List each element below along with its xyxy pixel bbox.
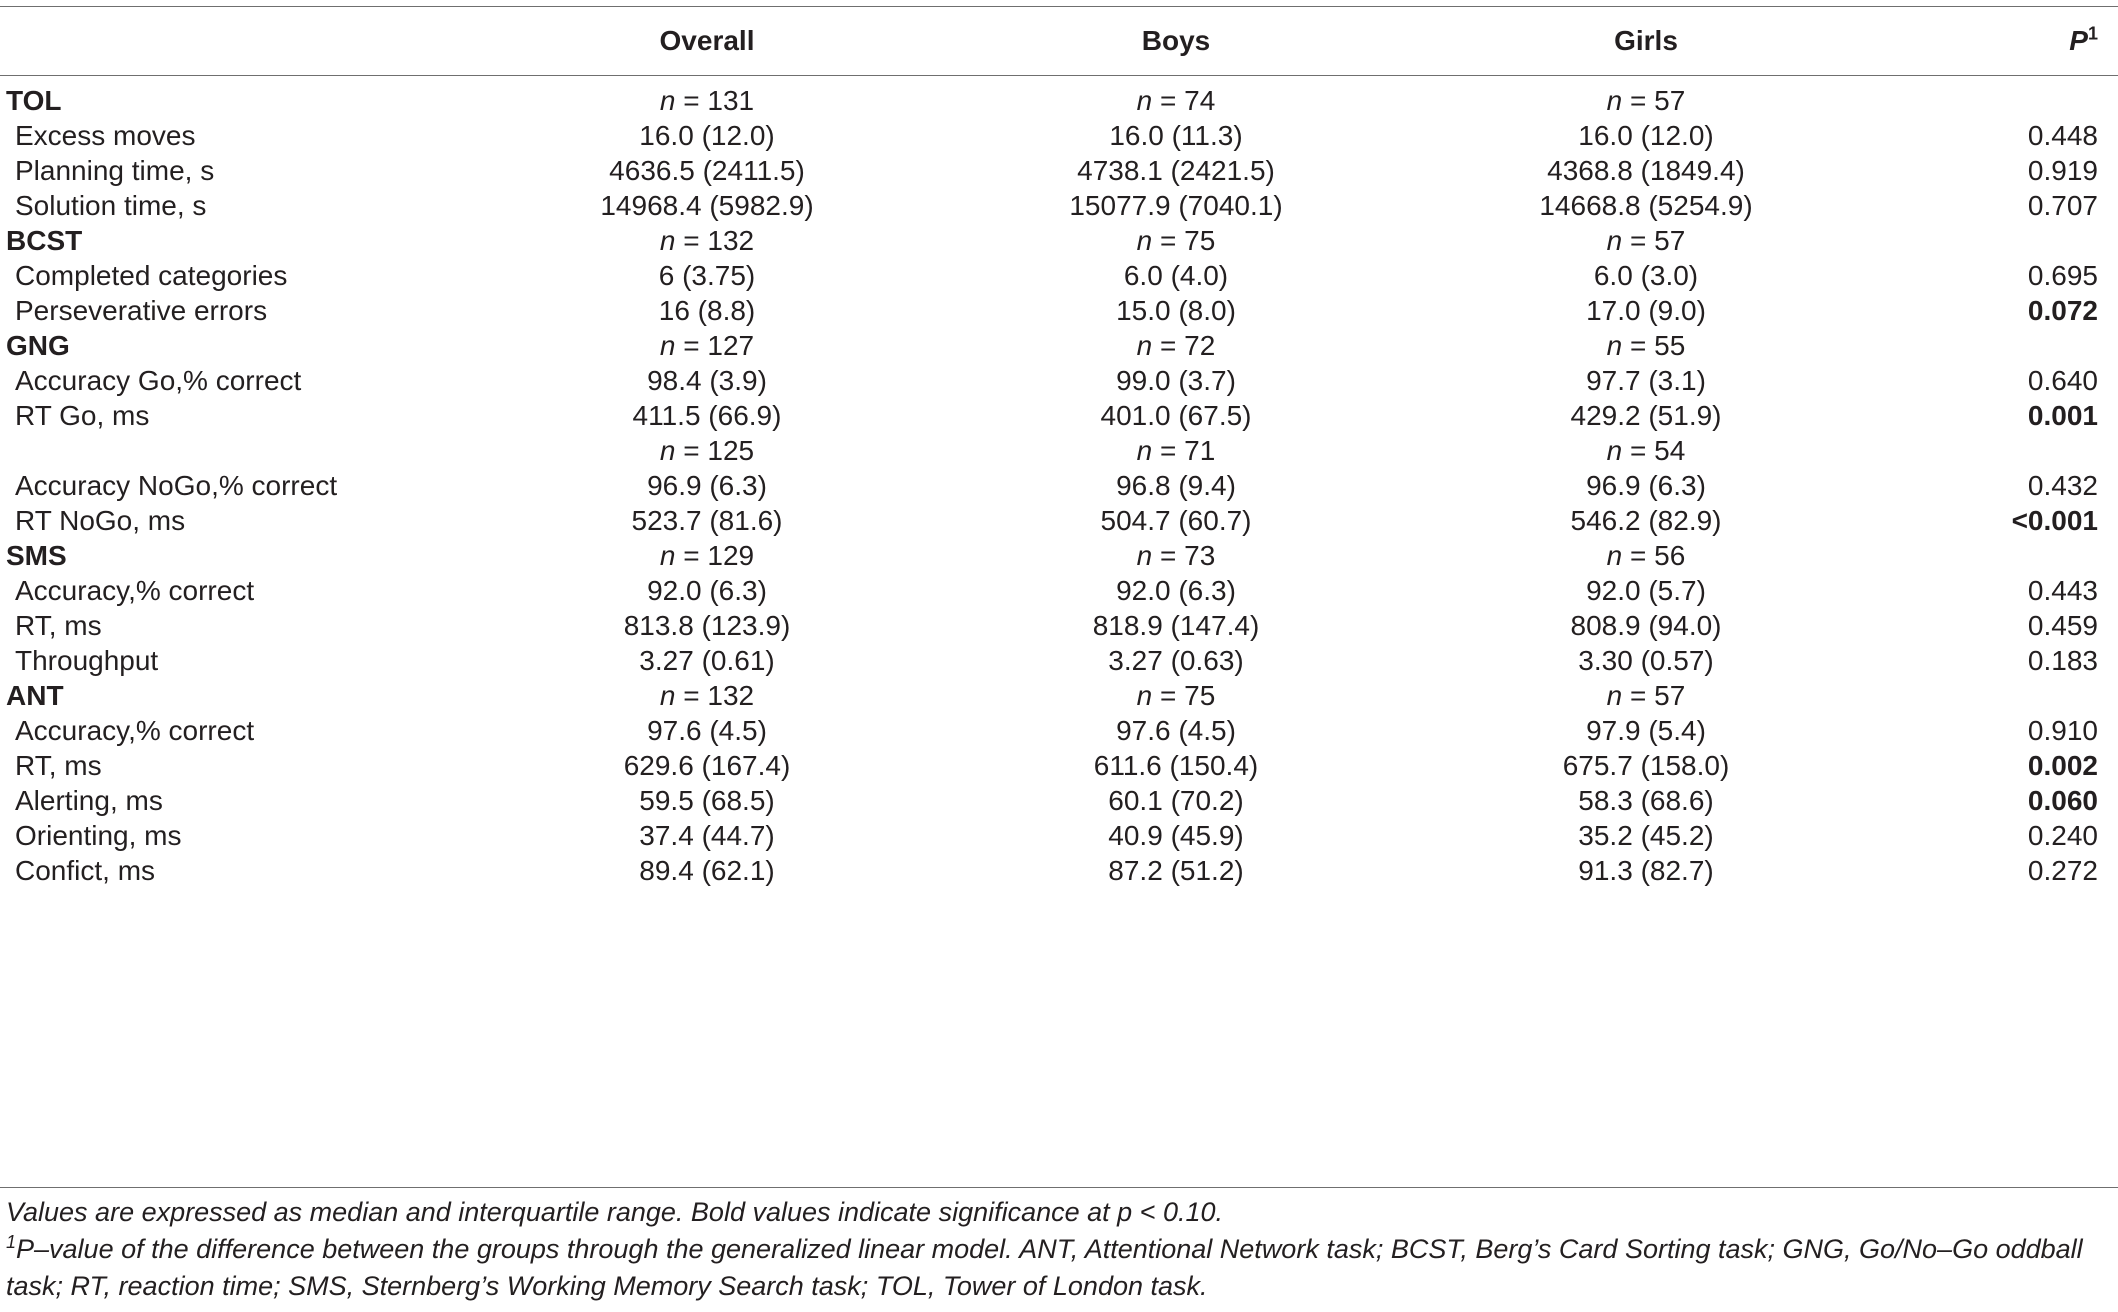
sample-size-value: 75 <box>1184 680 1216 711</box>
table-header-rule <box>0 75 2118 76</box>
sample-size-boys: n = 75 <box>1136 680 1216 711</box>
cell-p-value: 0.640 <box>2027 365 2098 396</box>
sample-size-overall: n = 127 <box>659 330 755 361</box>
cell-overall: 14968.4 (5982.9) <box>600 190 814 221</box>
footnote-p-value: $^1$P–value of the difference between the groups through the generalized linear model. ANT, Attentional Network task; BCST, Berg’s Card Sorting task; GNG, Go/No–Go oddball task; RT, reaction time; SMS, Sternberg’s Working Memory Search task; TOL, Tower of London task. <box>6 1232 2083 1301</box>
cell-p-value: 0.448 <box>2027 120 2098 151</box>
row-label: Planning time, s <box>15 155 215 186</box>
cell-overall: 16 (8.8) <box>658 295 756 326</box>
row-label: RT, ms <box>15 750 102 781</box>
sample-size-value: 55 <box>1654 330 1686 361</box>
cell-overall: 523.7 (81.6) <box>631 505 783 536</box>
cell-p-value: 0.240 <box>2027 820 2098 851</box>
cell-overall: 4636.5 (2411.5) <box>609 155 805 186</box>
cell-overall: 6 (3.75) <box>658 260 756 291</box>
n-symbol: n <box>1606 225 1623 256</box>
cell-girls: 96.9 (6.3) <box>1586 470 1706 501</box>
sample-size-value: 132 <box>707 680 755 711</box>
sample-size-boys: n = 72 <box>1136 330 1216 361</box>
header-boys: Boys <box>1141 25 1211 56</box>
cell-girls: 6.0 (3.0) <box>1593 260 1699 291</box>
cell-p-value: 0.919 <box>2027 155 2098 186</box>
row-label: Alerting, ms <box>15 785 163 816</box>
table-top-rule <box>0 6 2118 7</box>
sample-size-value: 56 <box>1654 540 1686 571</box>
cell-p-value: 0.002 <box>2027 750 2098 781</box>
sample-size-value: 127 <box>707 330 755 361</box>
cell-overall: 3.27 (0.61) <box>639 645 775 676</box>
cell-p-value: 0.459 <box>2027 610 2098 641</box>
row-label: SMS <box>6 540 67 571</box>
n-symbol: n <box>1136 330 1153 361</box>
sample-size-boys: n = 73 <box>1136 540 1216 571</box>
cell-girls: 97.9 (5.4) <box>1586 715 1706 746</box>
cell-p-value: 0.272 <box>2027 855 2098 886</box>
cell-boys: 15077.9 (7040.1) <box>1069 190 1283 221</box>
row-label: Solution time, s <box>15 190 207 221</box>
row-label: Excess moves <box>15 120 196 151</box>
cell-boys: 92.0 (6.3) <box>1116 575 1236 606</box>
cell-boys: 4738.1 (2421.5) <box>1077 155 1275 186</box>
row-label: RT NoGo, ms <box>15 505 186 536</box>
cell-boys: 504.7 (60.7) <box>1100 505 1252 536</box>
row-label: Throughput <box>15 645 159 676</box>
cell-girls: 58.3 (68.6) <box>1578 785 1714 816</box>
cell-boys: 401.0 (67.5) <box>1100 400 1252 431</box>
cell-boys: 40.9 (45.9) <box>1108 820 1244 851</box>
sample-size-girls: n = 54 <box>1606 435 1686 466</box>
n-symbol: n <box>659 680 676 711</box>
table-header-row <box>0 17 2118 64</box>
sample-size-girls: n = 57 <box>1606 680 1686 711</box>
cell-overall: 411.5 (66.9) <box>632 400 782 431</box>
sample-size-overall: n = 132 <box>659 225 755 256</box>
sample-size-value: 75 <box>1184 225 1216 256</box>
cell-girls: 17.0 (9.0) <box>1586 295 1706 326</box>
cell-boys: 15.0 (8.0) <box>1116 295 1236 326</box>
row-label: Accuracy NoGo,% correct <box>15 470 338 501</box>
cell-girls: 675.7 (158.0) <box>1562 750 1730 781</box>
cell-overall: 96.9 (6.3) <box>647 470 767 501</box>
cell-girls: 808.9 (94.0) <box>1570 610 1722 641</box>
row-label: Orienting, ms <box>15 820 182 851</box>
row-label: TOL <box>6 85 62 116</box>
sample-size-value: 57 <box>1654 225 1686 256</box>
sample-size-value: 129 <box>707 540 755 571</box>
n-symbol: n <box>1136 680 1153 711</box>
cell-boys: 99.0 (3.7) <box>1116 365 1236 396</box>
cell-p-value: 0.183 <box>2027 645 2098 676</box>
cell-overall: 59.5 (68.5) <box>639 785 775 816</box>
cell-p-value: 0.443 <box>2027 575 2098 606</box>
cell-p-value: 0.707 <box>2027 190 2098 221</box>
row-label: Perseverative errors <box>15 295 268 326</box>
row-label: Completed categories <box>15 260 288 291</box>
cell-overall: 16.0 (12.0) <box>639 120 775 151</box>
cell-overall: 89.4 (62.1) <box>639 855 775 886</box>
cell-girls: 14668.8 (5254.9) <box>1539 190 1753 221</box>
n-symbol: n <box>1136 540 1153 571</box>
cell-boys: 60.1 (70.2) <box>1108 785 1244 816</box>
sample-size-value: 131 <box>707 85 755 116</box>
n-symbol: n <box>659 435 676 466</box>
cell-overall: 97.6 (4.5) <box>647 715 767 746</box>
sample-size-value: 54 <box>1654 435 1686 466</box>
cell-p-value: <0.001 <box>2011 505 2098 536</box>
n-symbol: n <box>659 225 676 256</box>
header-girls: Girls <box>1614 25 1678 56</box>
n-symbol: n <box>1606 330 1623 361</box>
n-symbol: n <box>1606 540 1623 571</box>
cell-boys: 818.9 (147.4) <box>1092 610 1260 641</box>
sample-size-girls: n = 55 <box>1606 330 1686 361</box>
table-bottom-rule <box>0 1187 2118 1188</box>
cell-girls: 35.2 (45.2) <box>1578 820 1714 851</box>
row-label: ANT <box>6 680 64 711</box>
cell-p-value: 0.001 <box>2027 400 2098 431</box>
sample-size-girls: n = 57 <box>1606 225 1686 256</box>
sample-size-overall: n = 131 <box>659 85 755 116</box>
cell-overall: 37.4 (44.7) <box>639 820 775 851</box>
cell-p-value: 0.432 <box>2027 470 2098 501</box>
table-row <box>0 847 2118 894</box>
sample-size-overall: n = 129 <box>659 540 755 571</box>
sample-size-value: 74 <box>1184 85 1216 116</box>
cell-boys: 3.27 (0.63) <box>1108 645 1244 676</box>
n-symbol: n <box>659 85 676 116</box>
n-symbol: n <box>1606 435 1623 466</box>
cell-boys: 611.6 (150.4) <box>1093 750 1259 781</box>
sample-size-girls: n = 56 <box>1606 540 1686 571</box>
cell-overall: 629.6 (167.4) <box>623 750 791 781</box>
row-label: Accuracy,% correct <box>15 575 255 606</box>
n-symbol: n <box>1606 85 1623 116</box>
cell-p-value: 0.060 <box>2027 785 2098 816</box>
sample-size-value: 72 <box>1184 330 1216 361</box>
n-symbol: n <box>1606 680 1623 711</box>
sample-size-boys: n = 75 <box>1136 225 1216 256</box>
n-symbol: n <box>659 330 676 361</box>
cell-p-value: 0.910 <box>2027 715 2098 746</box>
cell-overall: 92.0 (6.3) <box>647 575 767 606</box>
cell-girls: 91.3 (82.7) <box>1578 855 1714 886</box>
cell-boys: 96.8 (9.4) <box>1116 470 1236 501</box>
cell-girls: 429.2 (51.9) <box>1570 400 1722 431</box>
sample-size-value: 132 <box>707 225 755 256</box>
row-label: Confict, ms <box>15 855 156 886</box>
cell-overall: 98.4 (3.9) <box>647 365 767 396</box>
sample-size-value: 57 <box>1654 85 1686 116</box>
sample-size-girls: n = 57 <box>1606 85 1686 116</box>
sample-size-boys: n = 71 <box>1136 435 1216 466</box>
row-label: GNG <box>6 330 70 361</box>
sample-size-overall: n = 125 <box>659 435 755 466</box>
sample-size-overall: n = 132 <box>659 680 755 711</box>
n-symbol: n <box>1136 435 1153 466</box>
row-label: RT, ms <box>15 610 102 641</box>
sample-size-value: 71 <box>1184 435 1216 466</box>
cell-p-value: 0.695 <box>2027 260 2098 291</box>
cell-girls: 3.30 (0.57) <box>1578 645 1714 676</box>
row-label: BCST <box>6 225 83 256</box>
footnote-values: Values are expressed as median and interquartile range. Bold values indicate significance at p < 0.10. <box>6 1197 1224 1227</box>
cell-boys: 6.0 (4.0) <box>1123 260 1229 291</box>
n-symbol: n <box>1136 225 1153 256</box>
cell-girls: 4368.8 (1849.4) <box>1547 155 1745 186</box>
sample-size-value: 57 <box>1654 680 1686 711</box>
header-overall: Overall <box>659 25 755 56</box>
cell-girls: 16.0 (12.0) <box>1578 120 1714 151</box>
cell-overall: 813.8 (123.9) <box>623 610 791 641</box>
n-symbol: n <box>659 540 676 571</box>
cell-boys: 97.6 (4.5) <box>1116 715 1236 746</box>
table-footnotes <box>6 1194 2112 1305</box>
cell-boys: 16.0 (11.3) <box>1109 120 1243 151</box>
cell-boys: 87.2 (51.2) <box>1108 855 1244 886</box>
cell-girls: 97.7 (3.1) <box>1586 365 1706 396</box>
row-label: Accuracy,% correct <box>15 715 255 746</box>
row-label: RT Go, ms <box>15 400 150 431</box>
header-p: $P^1$ <box>2069 23 2098 56</box>
sample-size-value: 73 <box>1184 540 1216 571</box>
row-label: Accuracy Go,% correct <box>15 365 302 396</box>
sample-size-boys: n = 74 <box>1136 85 1216 116</box>
cell-girls: 92.0 (5.7) <box>1586 575 1706 606</box>
cell-girls: 546.2 (82.9) <box>1570 505 1722 536</box>
cell-p-value: 0.072 <box>2027 295 2098 326</box>
n-symbol: n <box>1136 85 1153 116</box>
sample-size-value: 125 <box>707 435 755 466</box>
